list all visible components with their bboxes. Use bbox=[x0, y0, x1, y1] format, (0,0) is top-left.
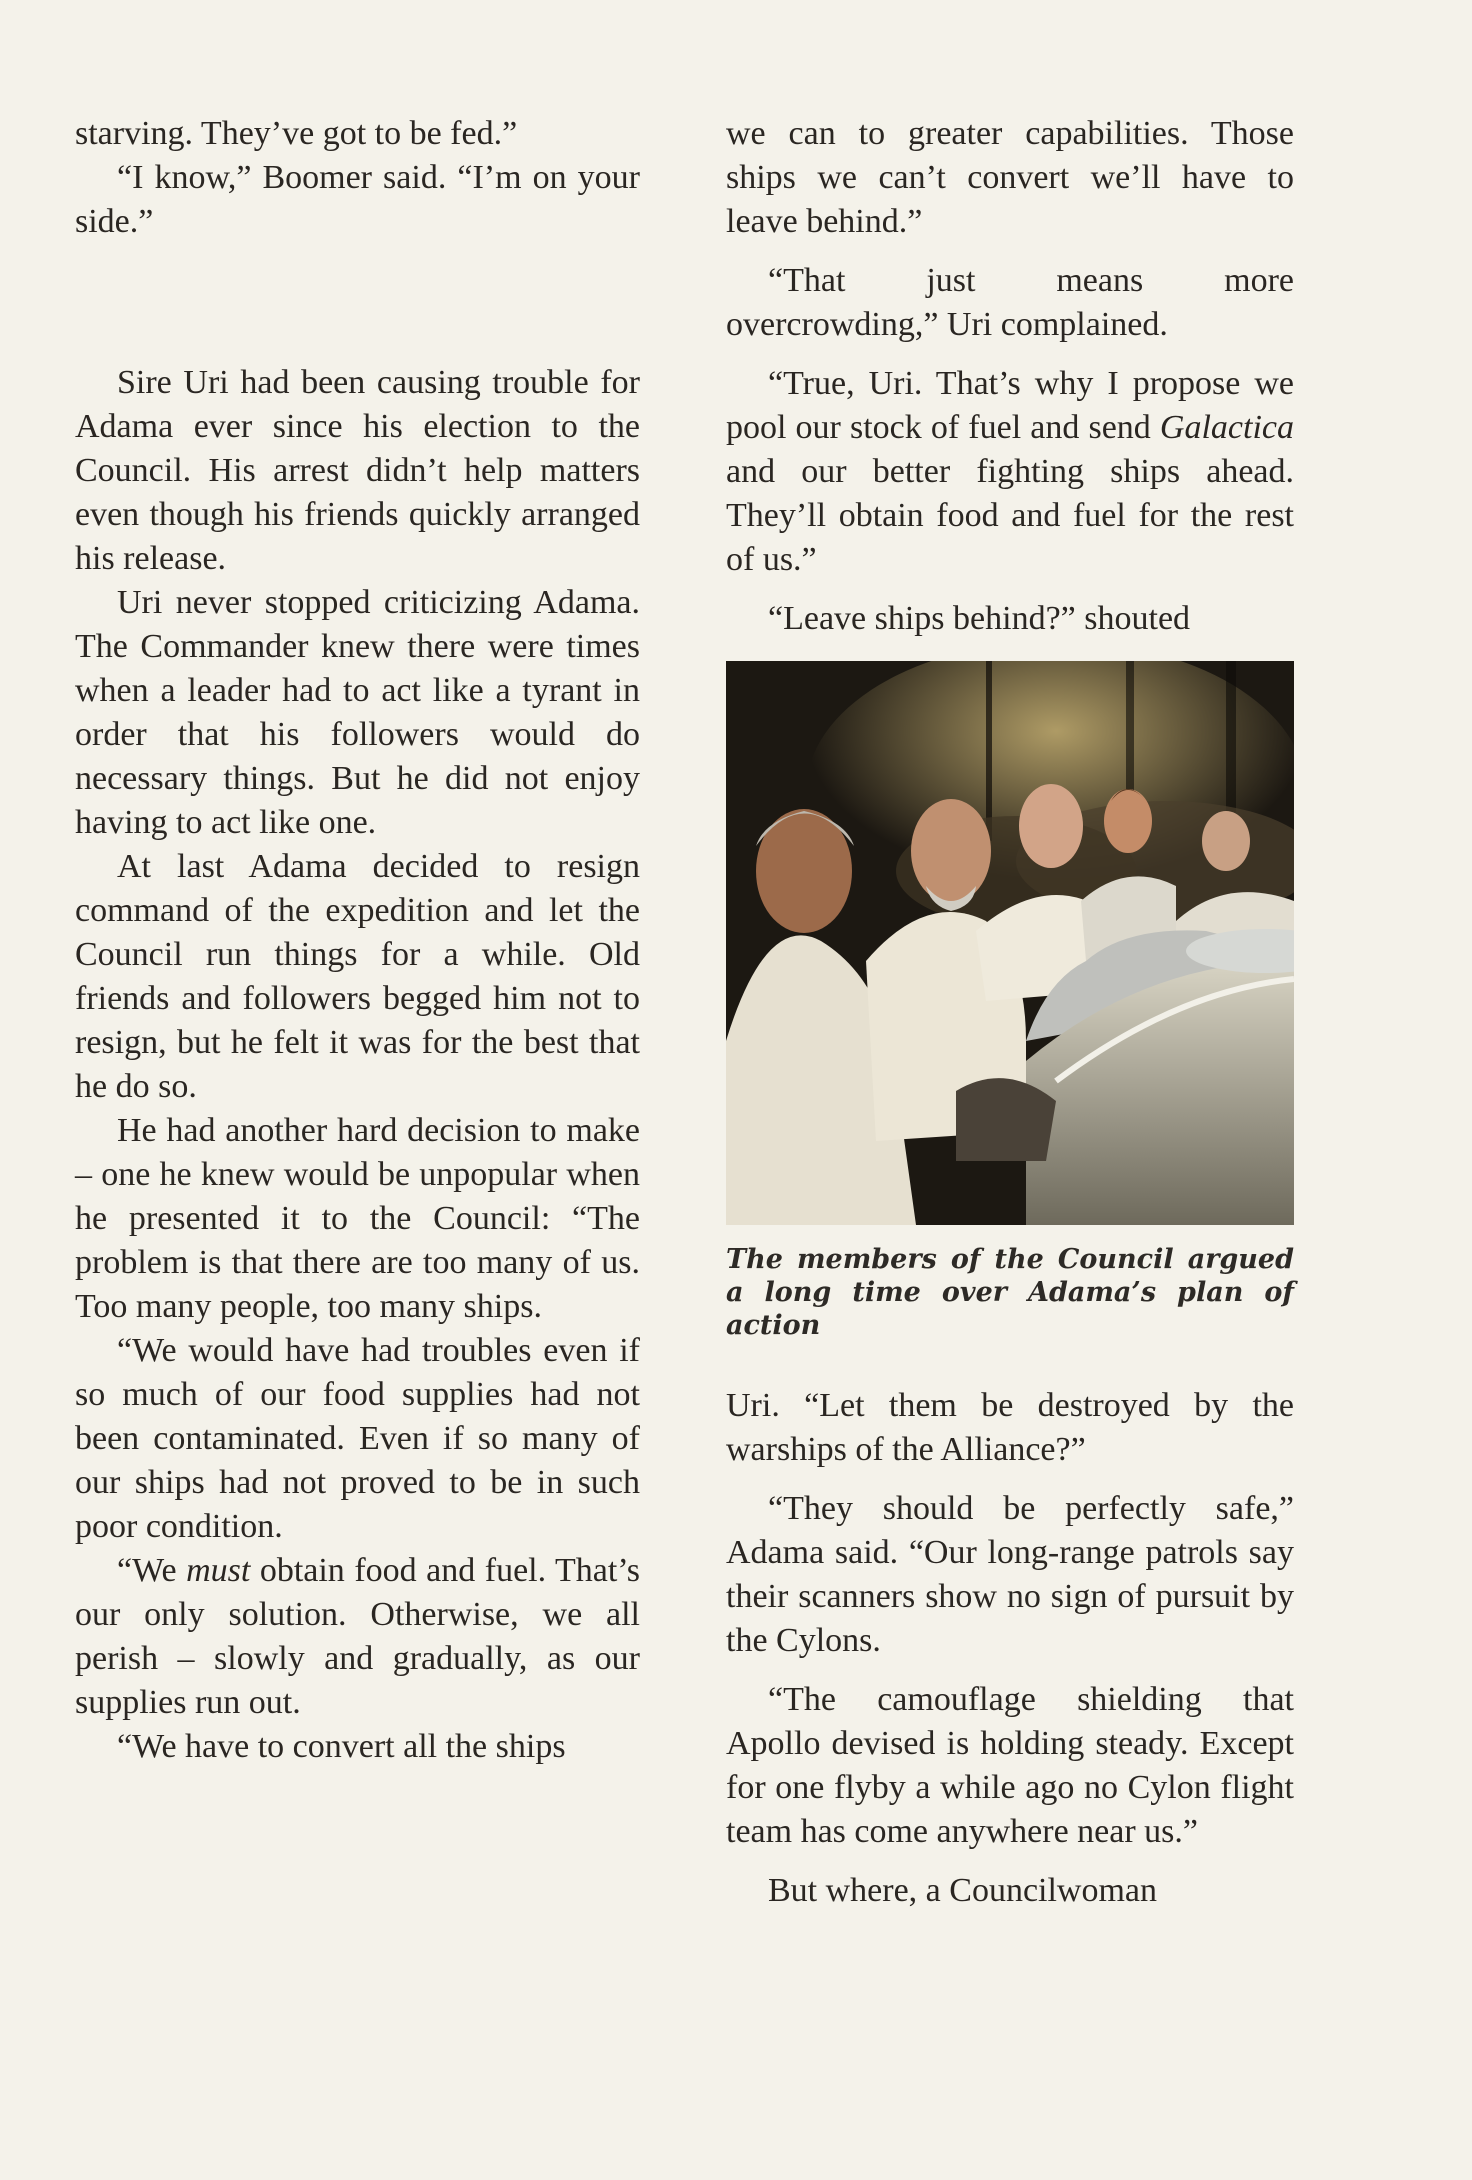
text-run: obtain food and fuel. That’s our only solution. Otherwise, we all perish – slowly and gradually, as our supplies run out. bbox=[75, 1552, 641, 1721]
paragraph: “We have to convert all the ships bbox=[117, 1728, 566, 1765]
council-photo bbox=[726, 661, 1294, 1225]
paragraph: At last Adama decided to resign command of the expedition and let the Council run things for a while. Old friends and followers begged him not to resign, but he felt it was for the best that he do so. bbox=[75, 848, 640, 1105]
text-run: and our better fighting ships ahead. They’ll obtain food and fuel for the rest of us.” bbox=[726, 453, 1294, 578]
paragraph: “They should be perfectly safe,” Adama said. “Our long-range patrols say their scanners show no sign of pursuit by the Cylons. bbox=[726, 1490, 1294, 1659]
paragraph: “The camouflage shielding that Apollo devised is holding steady. Except for one flyby a while ago no Cylon flight team has come anywhere near us.” bbox=[726, 1681, 1294, 1850]
paragraph: Uri never stopped criticizing Adama. The Commander knew there were times when a leader had to act like a tyrant in order that his followers would do necessary things. But he did not enjoy having to act like one. bbox=[75, 584, 640, 841]
paragraph: He had another hard decision to make – one he knew would be unpopular when he presented it to the Council: “The problem is that there are too many of us. Too many people, too many ships. bbox=[75, 1112, 640, 1325]
emphasis: Galactica bbox=[1159, 409, 1294, 446]
paragraph: we can to greater capabilities. Those ships we can’t convert we’ll have to leave behind.” bbox=[726, 115, 1294, 240]
right-column bbox=[726, 112, 1294, 1913]
left-column bbox=[75, 112, 640, 1769]
paragraph: “I know,” Boomer said. “I’m on your side.” bbox=[75, 159, 640, 240]
paragraph: “We would have had troubles even if so much of our food supplies had not been contaminated. Even if so many of our ships had not proved to be in such poor condition. bbox=[75, 1332, 640, 1545]
section-break bbox=[75, 244, 640, 361]
paragraph: Sire Uri had been causing trouble for Adama ever since his election to the Council. His arrest didn’t help matters even though his friends quickly arranged his release. bbox=[75, 364, 640, 577]
paragraph: starving. They’ve got to be fed.” bbox=[75, 115, 518, 152]
text-run: “True, Uri. That’s why I propose we pool our stock of fuel and send bbox=[726, 365, 1294, 446]
paragraph: But where, a Councilwoman bbox=[768, 1872, 1158, 1909]
paragraph bbox=[726, 362, 1294, 582]
paragraph: Uri. “Let them be destroyed by the warships of the Alliance?” bbox=[726, 1387, 1294, 1468]
photo-caption: The members of the Council argued a long time over Adama’s plan of action bbox=[726, 1244, 1294, 1341]
paragraph: “Leave ships behind?” shouted bbox=[768, 600, 1191, 637]
paragraph bbox=[75, 1549, 640, 1725]
paragraph: “That just means more overcrowding,” Uri complained. bbox=[726, 262, 1294, 343]
emphasis: must bbox=[186, 1552, 251, 1589]
text-run: “We bbox=[117, 1552, 187, 1589]
council-photo-illustration bbox=[726, 661, 1294, 1225]
